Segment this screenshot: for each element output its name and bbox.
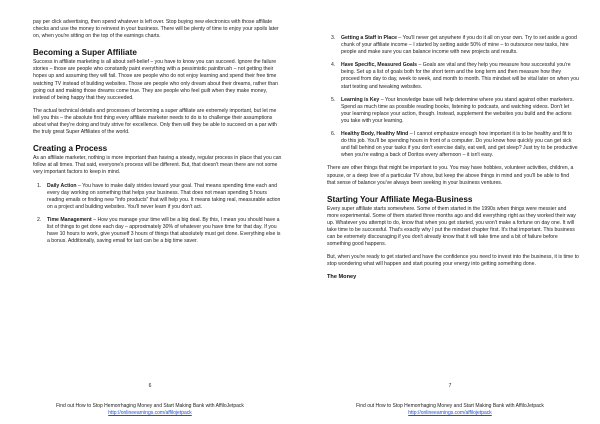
list-item-text: – You have to make daily strides toward your goal. That means spending time each and every day working on something that helps your business. That does not mean spending 5 hours reading emails or finding new "info products" that will help you. It means taking real, measurable action on a project and building websites. You'll never learn if you don't act.	[47, 182, 281, 210]
list-item-number: 5.	[331, 96, 336, 103]
left-page-footer	[0, 383, 300, 416]
list-item	[33, 183, 284, 211]
right-page	[300, 0, 600, 424]
creating-paragraph: As an affiliate marketer, nothing is more important than having a steady, regular process in place that you can follow at all times. That said, everyone's process will be different. But, that doesn't mean there are not some very important factors to keep in mind.	[33, 155, 282, 176]
page-number: 7	[448, 382, 452, 389]
process-list-right	[327, 35, 579, 159]
list-item-term: Daily Action	[47, 182, 77, 189]
footer-text: Find out How to Stop Hemorrhaging Money and Start Making Bank with AffiloJetpack	[56, 403, 244, 410]
right-page-body	[327, 14, 579, 281]
list-item-term: Healthy Body, Healthy Mind	[341, 131, 409, 138]
list-item-term: Learning is Key	[341, 96, 380, 103]
heading-starting-mega-business: Starting Your Affiliate Mega-Business	[327, 194, 473, 204]
starting-paragraph-1: Every super affiliate starts somewhere. Some of them started in the 1990s when things were messier and more experimental. Some of them started three months ago and did everything right as they worked their way up. Whatever you attempt to do, know that when you get started, you won't make a fortune on day one. It will take time to be successful. That's exactly why I put the mindset chapter first. It's that important. This business can be extremely discouraging if you don't already know that it will take time and a bit of failure before something good happens.	[327, 205, 576, 248]
list-item-text: – Your knowledge base will help determine where you stand against other marketers. Spend as much time as possible reading books, listening to podcasts, and watching videos. Don't let your learning replace your action, though. Instead, supplement the websites you build and the actions you take with your learning.	[341, 96, 574, 124]
page-number: 6	[148, 382, 152, 389]
becoming-paragraph-2: The actual technical details and processes of becoming a super affiliate are extremely important, but let me tell you this – the absolute first thing every affiliate marketer needs to do is to challenge their assumptions about what they're doing and truly strive for excellence. Only then will they be able to succeed on a par with the truly great Super Affiliates of the world.	[33, 107, 277, 136]
footer-link[interactable]: http://onlineearnings.com/affilojetpack	[108, 409, 192, 416]
list-item-text: – How you manage your time will be a big deal. By this, I mean you should have a list of things to get done each day – approximately 30% of whatever you have time for that day. If you have 10 hours to work, give yourself 3 hours of things that absolutely must get done. Everything else is a bonus. Additionally, saving email for last can be a big time saver.	[47, 216, 281, 245]
footer-link[interactable]: http://onlineearnings.com/affilojetpack	[408, 409, 492, 416]
list-item	[327, 97, 579, 125]
list-item-text: – I cannot emphasize enough how important it is to be healthy and fit to do this job. You'll be spending hours in front of a computer. Do you know how quickly you can get sick and fall behind on your tasks if you don't exercise daily, eat well, and get sleep? Just try to be productive when you're eating a back of Doritos every afternoon – it isn't easy.	[341, 131, 578, 159]
list-item-term: Getting a Staff in Place	[341, 35, 397, 41]
starting-paragraph-2: But, when you're ready to get started and have the confidence you need to invest into the business, it is time to stop wondering what will happen and start pouring your energy into getting something done.	[327, 254, 579, 268]
process-list-left	[33, 183, 284, 246]
right-page-footer	[300, 383, 600, 416]
list-item-text: – You'll never get anywhere if you do it all on your own. Try to set aside a good chunk of your affiliate income – I started by setting aside 50% of mine – to outsource new tasks, hire people and make sure you can balance income with new projects and results.	[341, 35, 577, 56]
intro-paragraph: pay per click advertising, then spend whatever is left over. Stop buying new electronics with those affiliate checks and use the money to reinvest in your business. There will be plenty of time to enjoy your spoils later on, when you're sitting on the top of the earnings charts.	[33, 19, 279, 40]
list-item-text: – Goals are vital and they help you measure how successful you're being. Set up a list of goals both for the short term and the long term and then measure how they proceed from day to day, week to week, and month to month. This mindset will be vital later on when you start testing and tweaking websites.	[341, 62, 579, 90]
list-item	[33, 217, 284, 245]
list-item-term: Have Specific, Measured Goals	[341, 62, 418, 69]
list-item-number: 2.	[37, 216, 42, 223]
becoming-paragraph-1: Success in affiliate marketing is all about self-belief – you have to know you can succeed. Ignore the failure stories – those are people who constantly paint everything with a pessimistic paintbrush – not getting their hopes up and assuming they will fail. Those are people who do not enjoy learning and spend their free time watching TV instead of building websites. Those are people who only dream about their dreams, rather than going out and making those dreams come true. They are people who feel guilt when they make money, instead of being happy that they succeeded.	[33, 59, 278, 101]
list-item-number: 4.	[331, 62, 336, 69]
list-item-number: 1.	[37, 182, 42, 189]
list-item	[327, 35, 579, 56]
left-page-body	[33, 14, 284, 245]
list-item	[327, 131, 579, 159]
list-item	[327, 62, 579, 90]
heading-becoming-super-affiliate: Becoming a Super Affiliate	[33, 48, 137, 58]
after-list-paragraph: There are other things that might be important to you. You may have hobbies, volunteer activities, children, a spouse, or a deep love of a particular TV show, but keep the above things in mind and you'll be able to find that sense of balance you've always been seeking in your business ventures.	[327, 165, 574, 186]
heading-creating-process: Creating a Process	[33, 144, 108, 154]
list-item-number: 3.	[331, 35, 336, 41]
list-item-number: 6.	[331, 131, 336, 138]
footer-text: Find out How to Stop Hemorrhaging Money and Start Making Bank with AffiloJetpack	[356, 403, 544, 410]
heading-the-money: The Money	[327, 274, 357, 281]
list-item-term: Time Management	[47, 216, 92, 223]
